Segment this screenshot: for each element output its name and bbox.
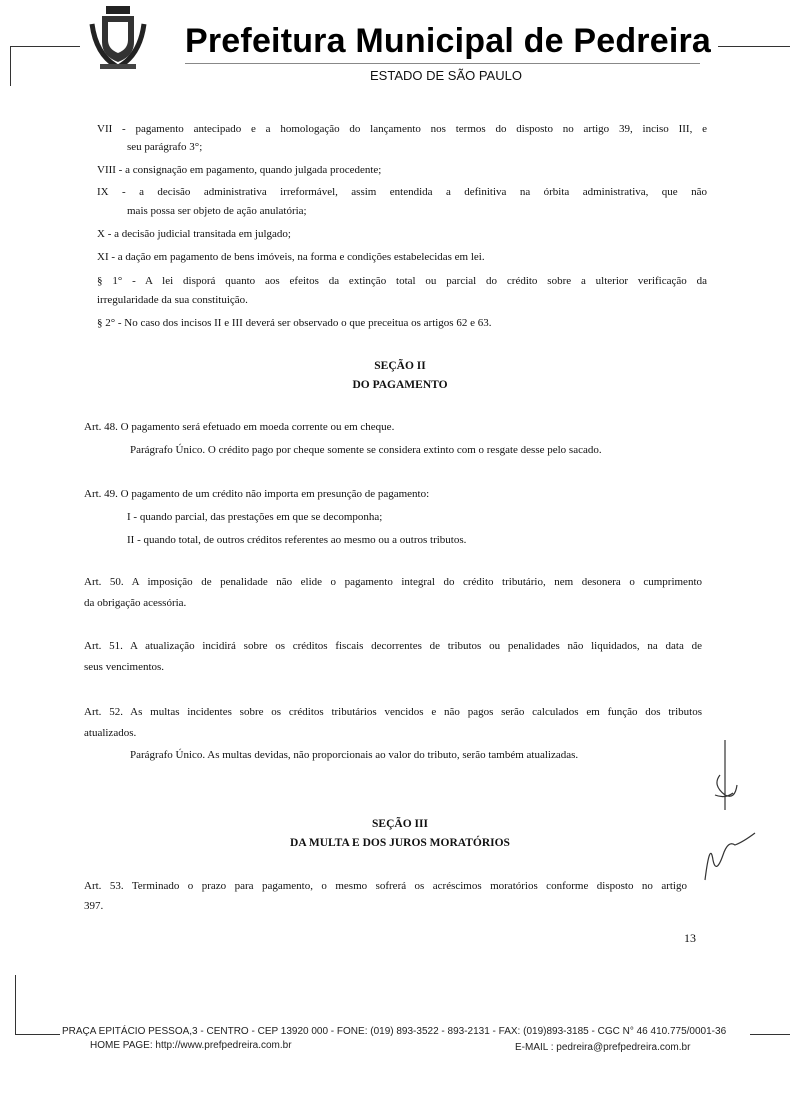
text-line: da obrigação acessória.: [84, 597, 187, 609]
text-line: 397.: [84, 900, 104, 912]
text-line: irregularidade da sua constituição.: [97, 294, 248, 306]
text-line: Art. 52. As multas incidentes sobre os créditos tributários vencidos e não pagos serão calculados em função dos tributos: [84, 706, 702, 718]
text-line: atualizados.: [84, 727, 137, 739]
text-line: Parágrafo Único. As multas devidas, não proporcionais ao valor do tributo, serão também atualizadas.: [130, 749, 579, 761]
section-heading: SEÇÃO II: [374, 360, 426, 372]
footer-homepage: HOME PAGE: http://www.prefpedreira.com.br: [90, 1040, 292, 1051]
text-line: VIII - a consignação em pagamento, quando julgada procedente;: [97, 164, 382, 176]
text-line: Parágrafo Único. O crédito pago por cheque somente se considera extinto com o resgate desse pelo sacado.: [130, 444, 602, 456]
page-title: Prefeitura Municipal de Pedreira: [185, 22, 712, 60]
text-line: VII - pagamento antecipado e a homologação do lançamento nos termos do disposto no artigo 39, inciso III, e: [97, 123, 707, 135]
text-line: mais possa ser objeto de ação anulatória;: [127, 205, 307, 217]
footer-email: E-MAIL : pedreira@prefpedreira.com.br: [515, 1042, 691, 1053]
text-line: Art. 48. O pagamento será efetuado em moeda corrente ou em cheque.: [84, 421, 395, 433]
text-line: Art. 53. Terminado o prazo para pagamento, o mesmo sofrerá os acréscimos moratórios conforme disposto no artigo: [84, 880, 687, 892]
subtitle: ESTADO DE SÃO PAULO: [370, 68, 522, 83]
text-line: X - a decisão judicial transitada em julgado;: [97, 228, 291, 240]
text-line: Art. 49. O pagamento de um crédito não importa em presunção de pagamento:: [84, 488, 430, 500]
text-line: Art. 51. A atualização incidirá sobre os créditos fiscais decorrentes de tributos ou penalidades não liquidados, na data de: [84, 640, 702, 652]
footer-address: PRAÇA EPITÁCIO PESSOA,3 - CENTRO - CEP 13920 000 - FONE: (019) 893-3522 - 893-2131 - FAX: (019)893-3185 - CGC N° 46 410.775/0001-36: [62, 1026, 727, 1037]
text-line: XI - a dação em pagamento de bens imóveis, na forma e condições estabelecidas em lei.: [97, 251, 485, 263]
text-line: I - quando parcial, das prestações em que se decomponha;: [127, 511, 383, 523]
text-line: IX - a decisão administrativa irreformável, assim entendida a definitiva na órbita administrativa, que não: [97, 186, 707, 198]
section-heading: SEÇÃO III: [372, 818, 428, 830]
text-line: § 1° - A lei disporá quanto aos efeitos da extinção total ou parcial do crédito sobre a ulterior verificação da: [97, 275, 707, 287]
text-line: II - quando total, de outros créditos referentes ao mesmo ou a outros tributos.: [127, 534, 467, 546]
handwritten-initials: [695, 735, 765, 885]
section-title: DA MULTA E DOS JUROS MORATÓRIOS: [290, 837, 510, 849]
coat-of-arms-logo: [88, 4, 148, 72]
page-number: 13: [684, 931, 696, 945]
text-line: seu parágrafo 3°;: [127, 141, 203, 153]
text-line: Art. 50. A imposição de penalidade não elide o pagamento integral do crédito tributário, nem desonera o cumprimento: [84, 576, 702, 588]
text-line: seus vencimentos.: [84, 661, 165, 673]
section-title: DO PAGAMENTO: [352, 379, 448, 391]
text-line: § 2° - No caso dos incisos II e III deverá ser observado o que preceitua os artigos 62 e 63.: [97, 317, 492, 329]
